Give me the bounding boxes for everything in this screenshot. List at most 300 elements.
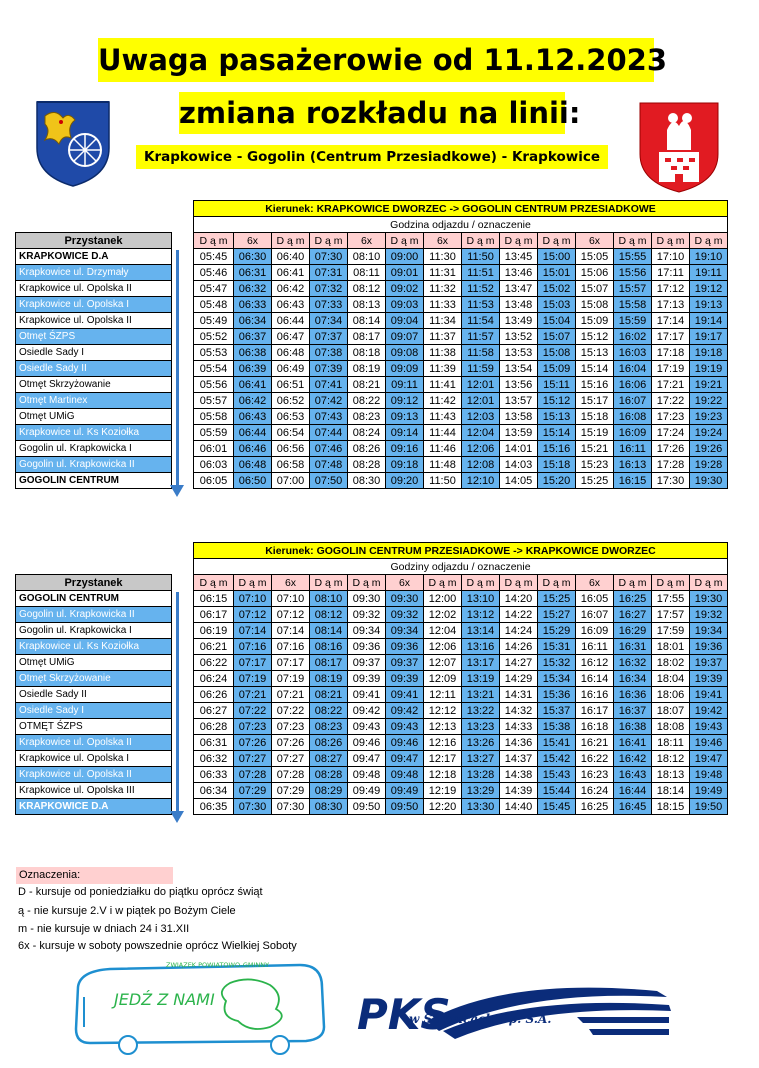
departure-time: 11:39 [424,361,462,377]
departure-time: 08:28 [310,767,348,783]
departure-time: 08:21 [310,687,348,703]
departure-time: 07:10 [272,591,310,607]
service-marker: D ą m [194,233,234,249]
departure-time: 17:12 [652,281,690,297]
departure-time: 19:14 [690,313,728,329]
departure-time: 12:04 [424,623,462,639]
departure-time: 09:32 [348,607,386,623]
departure-time: 09:01 [386,265,424,281]
table-row [16,719,728,735]
stop-name: Otmęt Skrzyżowanie [16,671,172,687]
route-name: Krapkowice - Gogolin (Centrum Przesiadkowe) - Krapkowice [136,145,608,169]
departure-time: 07:22 [272,703,310,719]
departure-time: 16:43 [614,767,652,783]
departure-time: 17:57 [652,607,690,623]
departure-time: 12:01 [462,393,500,409]
stop-name: Krapkowice ul. Opolska II [16,313,172,329]
departure-time: 14:22 [500,607,538,623]
departure-time: 08:16 [310,639,348,655]
departure-time: 06:35 [194,799,234,815]
departure-time: 12:20 [424,799,462,815]
service-marker: 6x [272,575,310,591]
departure-time: 15:06 [576,265,614,281]
departure-time: 06:58 [272,457,310,473]
departure-time: 16:42 [614,751,652,767]
departure-time: 05:47 [194,281,234,297]
departure-time: 16:25 [614,591,652,607]
departure-time: 19:23 [690,409,728,425]
departure-time: 05:54 [194,361,234,377]
departure-time: 15:55 [614,249,652,265]
notice-subtitle: zmiana rozkładu na linii: [179,92,565,134]
departure-time: 17:26 [652,441,690,457]
departure-time: 19:17 [690,329,728,345]
departure-time: 16:13 [614,457,652,473]
departure-time: 06:05 [194,473,234,489]
departure-time: 15:07 [576,281,614,297]
departure-time: 09:36 [386,639,424,655]
table-row [16,799,728,815]
stop-name: Otmęt ŚZPS [16,329,172,345]
departure-time: 07:39 [310,361,348,377]
departure-time: 15:18 [538,457,576,473]
stop-name: Gogolin ul. Krapkowicka I [16,623,172,639]
service-marker: 6x [576,575,614,591]
departure-time: 13:52 [500,329,538,345]
departure-time: 06:54 [272,425,310,441]
table-row [16,655,728,671]
departure-time: 13:30 [462,799,500,815]
departure-time: 13:53 [500,345,538,361]
direction-arrow-icon [170,811,184,823]
subheader-row [16,217,728,233]
departure-time: 11:43 [424,409,462,425]
departure-time: 07:17 [272,655,310,671]
departure-time: 16:38 [614,719,652,735]
departure-time: 08:26 [310,735,348,751]
service-marker: D ą m [652,575,690,591]
departure-time: 18:12 [652,751,690,767]
departure-time: 07:17 [234,655,272,671]
departure-time: 11:44 [424,425,462,441]
stop-name: Krapkowice ul. Opolska I [16,751,172,767]
departure-time: 19:46 [690,735,728,751]
departure-time: 17:24 [652,425,690,441]
departure-time: 07:14 [234,623,272,639]
departure-time: 06:50 [234,473,272,489]
departure-time: 17:11 [652,265,690,281]
departure-time: 15:05 [576,249,614,265]
stop-name: Osiedle Sady II [16,687,172,703]
departure-time: 06:21 [194,639,234,655]
departure-time: 16:45 [614,799,652,815]
legend-line: m - nie kursuje w dniach 24 i 31.XII [18,923,190,935]
departure-time: 11:53 [462,297,500,313]
stop-name: GOGOLIN CENTRUM [16,473,172,489]
departure-time: 15:42 [538,751,576,767]
departure-time: 17:10 [652,249,690,265]
departure-time: 16:34 [614,671,652,687]
departure-time: 09:18 [386,457,424,473]
bus-association-logo [70,957,330,1057]
marker-row [16,233,728,249]
departure-time: 09:00 [386,249,424,265]
logo-arc-text: ZWIĄZEK POWIATOWO-GMINNY [166,961,270,969]
departure-time: 07:00 [272,473,310,489]
table-row [16,767,728,783]
departure-time: 09:43 [386,719,424,735]
departure-time: 18:04 [652,671,690,687]
departure-time: 08:22 [310,703,348,719]
table-row [16,735,728,751]
table-row [16,249,728,265]
departure-time: 15:37 [538,703,576,719]
departure-time: 14:05 [500,473,538,489]
service-marker: D ą m [500,575,538,591]
service-marker: D ą m [462,233,500,249]
departure-time: 05:56 [194,377,234,393]
departure-time: 15:23 [576,457,614,473]
departure-time: 05:45 [194,249,234,265]
departure-time: 09:34 [348,623,386,639]
departure-time: 13:54 [500,361,538,377]
departure-time: 06:34 [234,313,272,329]
departure-time: 06:01 [194,441,234,457]
departure-time: 18:06 [652,687,690,703]
departure-time: 06:56 [272,441,310,457]
departure-time: 16:04 [614,361,652,377]
departure-time: 15:02 [538,281,576,297]
departure-time: 13:12 [462,607,500,623]
direction-header: Kierunek: KRAPKOWICE DWORZEC -> GOGOLIN CENTRUM PRZESIADKOWE [194,201,728,217]
departure-time: 07:21 [234,687,272,703]
departure-time: 15:14 [538,425,576,441]
departure-time: 19:43 [690,719,728,735]
departure-time: 08:12 [310,607,348,623]
departure-time: 06:42 [272,281,310,297]
service-marker: 6x [386,575,424,591]
departure-time: 09:41 [348,687,386,703]
departure-time: 11:32 [424,281,462,297]
departure-time: 12:12 [424,703,462,719]
departure-time: 05:49 [194,313,234,329]
departure-time: 12:03 [462,409,500,425]
table-row [16,639,728,655]
departure-time: 09:37 [348,655,386,671]
service-marker: D ą m [538,575,576,591]
departure-time: 07:26 [234,735,272,751]
departure-time: 15:20 [538,473,576,489]
departure-time: 08:22 [348,393,386,409]
pks-strzelce-logo [357,977,677,1057]
departure-time: 15:21 [576,441,614,457]
departure-time: 12:11 [424,687,462,703]
departure-time: 15:11 [538,377,576,393]
departure-time: 08:23 [348,409,386,425]
departure-time: 17:18 [652,345,690,361]
departure-time: 16:16 [576,687,614,703]
departure-time: 16:36 [614,687,652,703]
stop-name: Krapkowice ul. Drzymały [16,265,172,281]
departure-time: 06:31 [194,735,234,751]
departure-time: 19:42 [690,703,728,719]
departure-time: 16:09 [576,623,614,639]
departure-time: 09:14 [386,425,424,441]
stop-name: Krapkowice ul. Opolska II [16,735,172,751]
departure-time: 13:27 [462,751,500,767]
departure-time: 16:11 [614,441,652,457]
service-marker: D ą m [386,233,424,249]
departure-time: 18:08 [652,719,690,735]
departure-time: 09:30 [348,591,386,607]
departure-time: 09:34 [386,623,424,639]
departure-time: 15:58 [614,297,652,313]
departure-time: 16:23 [576,767,614,783]
departure-time: 06:41 [234,377,272,393]
departure-time: 12:06 [424,639,462,655]
departure-time: 13:48 [500,297,538,313]
departure-time: 07:50 [310,473,348,489]
departure-time: 11:42 [424,393,462,409]
departure-time: 19:32 [690,607,728,623]
departure-time: 15:31 [538,639,576,655]
departure-time: 11:52 [462,281,500,297]
departure-time: 09:41 [386,687,424,703]
service-marker: D ą m [614,233,652,249]
departure-time: 17:19 [652,361,690,377]
departure-time: 16:09 [614,425,652,441]
stop-name: Osiedle Sady II [16,361,172,377]
departure-time: 15:08 [538,345,576,361]
departure-time: 06:24 [194,671,234,687]
departure-time: 06:39 [234,361,272,377]
departure-subheader: Godzina odjazdu / oznaczenie [194,217,728,233]
departure-time: 08:26 [348,441,386,457]
departure-time: 13:46 [500,265,538,281]
stop-name: Krapkowice ul. Opolska II [16,767,172,783]
departure-time: 07:44 [310,425,348,441]
departure-time: 05:59 [194,425,234,441]
service-marker: D ą m [538,233,576,249]
departure-time: 06:43 [234,409,272,425]
departure-time: 15:08 [576,297,614,313]
departure-time: 09:11 [386,377,424,393]
departure-time: 15:36 [538,687,576,703]
departure-time: 06:40 [272,249,310,265]
departure-time: 13:14 [462,623,500,639]
table-row [16,281,728,297]
departure-time: 09:36 [348,639,386,655]
stop-name: Gogolin ul. Krapkowicka I [16,441,172,457]
departure-time: 15:44 [538,783,576,799]
departure-time: 18:13 [652,767,690,783]
departure-time: 17:13 [652,297,690,313]
departure-time: 05:53 [194,345,234,361]
departure-time: 15:14 [576,361,614,377]
stop-name: Krapkowice ul. Opolska II [16,281,172,297]
departure-time: 08:27 [310,751,348,767]
stop-name: Osiedle Sady I [16,703,172,719]
departure-time: 08:10 [310,591,348,607]
departure-time: 16:11 [576,639,614,655]
departure-time: 11:58 [462,345,500,361]
departure-time: 14:40 [500,799,538,815]
marker-row [16,575,728,591]
departure-time: 05:52 [194,329,234,345]
departure-time: 09:42 [348,703,386,719]
departure-time: 07:19 [234,671,272,687]
departure-time: 07:27 [272,751,310,767]
departure-time: 08:23 [310,719,348,735]
departure-time: 15:43 [538,767,576,783]
departure-time: 09:39 [386,671,424,687]
departure-time: 05:48 [194,297,234,313]
departure-time: 13:22 [462,703,500,719]
departure-time: 15:00 [538,249,576,265]
departure-time: 07:48 [310,457,348,473]
departure-time: 19:12 [690,281,728,297]
departure-time: 09:48 [386,767,424,783]
departure-time: 08:30 [348,473,386,489]
departure-time: 11:51 [462,265,500,281]
departure-time: 06:49 [272,361,310,377]
legend-line: 6x - kursuje w soboty powszednie oprócz Wielkiej Soboty [18,940,297,952]
departure-time: 15:12 [576,329,614,345]
departure-time: 16:31 [614,639,652,655]
departure-time: 09:09 [386,361,424,377]
departure-time: 09:39 [348,671,386,687]
departure-time: 06:15 [194,591,234,607]
krapkowice-coat-of-arms-icon [33,98,113,188]
departure-time: 15:16 [538,441,576,457]
departure-time: 09:48 [348,767,386,783]
stop-name: Krapkowice ul. Ks Koziołka [16,425,172,441]
departure-time: 06:48 [272,345,310,361]
table-row [16,345,728,361]
departure-time: 08:11 [348,265,386,281]
departure-time: 11:50 [462,249,500,265]
table-row [16,783,728,799]
departure-time: 06:03 [194,457,234,473]
service-marker: D ą m [272,233,310,249]
departure-time: 15:56 [614,265,652,281]
departure-time: 15:25 [538,591,576,607]
departure-time: 12:10 [462,473,500,489]
departure-time: 12:08 [462,457,500,473]
stop-name: Krapkowice ul. Ks Koziołka [16,639,172,655]
departure-time: 11:37 [424,329,462,345]
departure-time: 15:09 [576,313,614,329]
departure-time: 07:29 [234,783,272,799]
departure-time: 16:18 [576,719,614,735]
departure-time: 11:34 [424,313,462,329]
service-marker: D ą m [234,575,272,591]
departure-time: 09:30 [386,591,424,607]
departure-time: 19:30 [690,473,728,489]
stop-name: KRAPKOWICE D.A [16,799,172,815]
stop-name: Osiedle Sady I [16,345,172,361]
departure-time: 12:06 [462,441,500,457]
service-marker: D ą m [462,575,500,591]
departure-time: 05:57 [194,393,234,409]
departure-time: 06:17 [194,607,234,623]
departure-time: 08:30 [310,799,348,815]
table-row [16,361,728,377]
stop-name: Otmęt UMiG [16,655,172,671]
departure-time: 09:50 [348,799,386,815]
service-marker: D ą m [310,575,348,591]
departure-time: 08:14 [348,313,386,329]
departure-time: 06:44 [272,313,310,329]
departure-time: 08:21 [348,377,386,393]
departure-time: 15:04 [538,313,576,329]
departure-time: 07:12 [272,607,310,623]
departure-time: 14:31 [500,687,538,703]
departure-time: 06:48 [234,457,272,473]
departure-time: 06:37 [234,329,272,345]
departure-time: 09:37 [386,655,424,671]
departure-time: 06:27 [194,703,234,719]
departure-time: 13:49 [500,313,538,329]
departure-time: 06:38 [234,345,272,361]
departure-time: 16:44 [614,783,652,799]
departure-time: 13:23 [462,719,500,735]
departure-time: 15:09 [538,361,576,377]
departure-time: 08:29 [310,783,348,799]
departure-time: 11:46 [424,441,462,457]
departure-time: 16:32 [614,655,652,671]
departure-time: 07:23 [272,719,310,735]
departure-time: 19:49 [690,783,728,799]
departure-time: 14:20 [500,591,538,607]
departure-time: 09:16 [386,441,424,457]
logo-pks-subtext: w Strzelcach Op. S.A. [409,1012,552,1026]
departure-time: 13:59 [500,425,538,441]
departure-time: 08:28 [348,457,386,473]
departure-time: 06:19 [194,623,234,639]
departure-time: 12:00 [424,591,462,607]
legend-title: Oznaczenia: [16,867,173,884]
departure-time: 15:19 [576,425,614,441]
departure-time: 16:06 [614,377,652,393]
departure-subheader: Godziny odjazdu / oznaczenie [194,559,728,575]
departure-time: 14:37 [500,751,538,767]
departure-time: 13:28 [462,767,500,783]
stop-name: Otmęt UMiG [16,409,172,425]
table-row [16,623,728,639]
departure-time: 08:24 [348,425,386,441]
departure-time: 11:33 [424,297,462,313]
departure-time: 16:24 [576,783,614,799]
departure-time: 07:34 [310,313,348,329]
departure-time: 13:56 [500,377,538,393]
departure-time: 09:04 [386,313,424,329]
departure-time: 15:45 [538,799,576,815]
departure-time: 07:16 [272,639,310,655]
departure-time: 07:19 [272,671,310,687]
departure-time: 11:54 [462,313,500,329]
departure-time: 18:14 [652,783,690,799]
departure-time: 07:29 [272,783,310,799]
departure-time: 16:08 [614,409,652,425]
departure-time: 06:26 [194,687,234,703]
departure-time: 09:47 [386,751,424,767]
departure-time: 19:18 [690,345,728,361]
departure-time: 19:24 [690,425,728,441]
service-marker: 6x [348,233,386,249]
service-marker: D ą m [652,233,690,249]
direction-header: Kierunek: GOGOLIN CENTRUM PRZESIADKOWE -> KRAPKOWICE DWORZEC [194,543,728,559]
